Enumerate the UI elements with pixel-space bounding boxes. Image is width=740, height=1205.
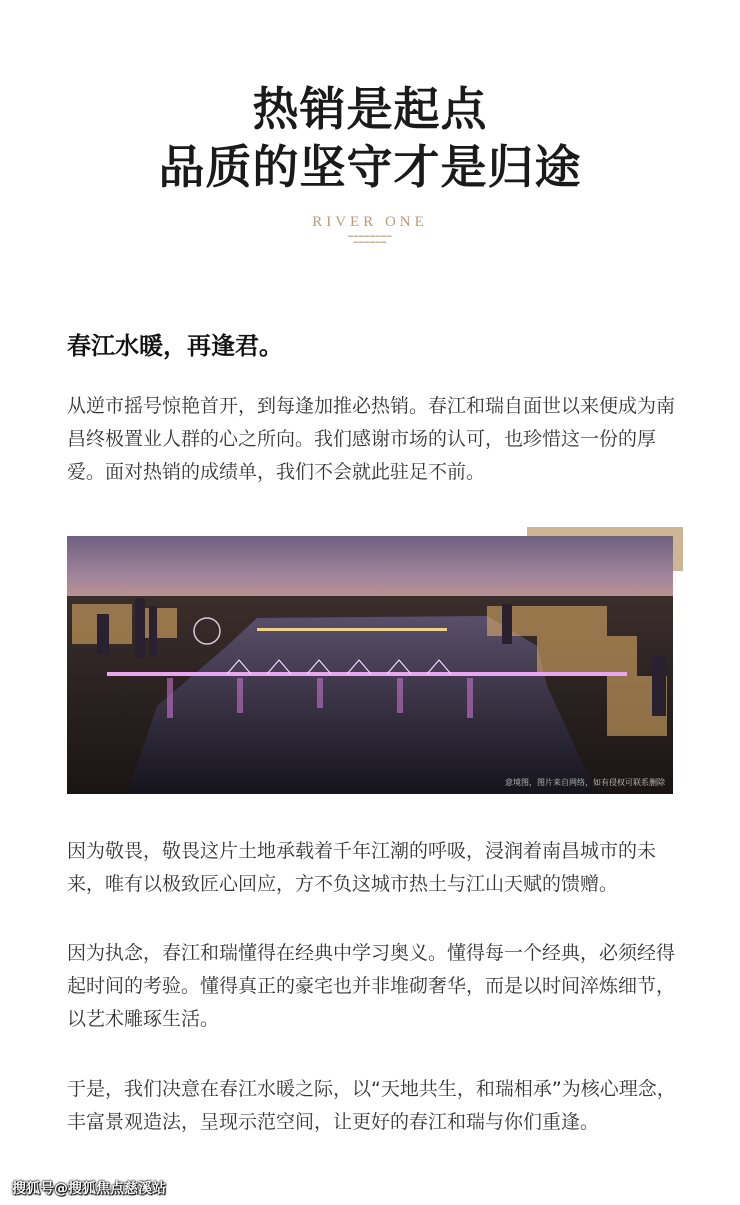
title-line-2: 品质的坚守才是归途: [158, 140, 582, 194]
brand-logo: RIVER ONE: [312, 214, 428, 230]
paragraph-conclusion: 于是，我们决意在春江水暖之际，以“天地共生，和瑞相承”为核心理念，丰富景观造法，呈现示范空间，让更好的春江和瑞与你们重逢。: [67, 1078, 676, 1133]
paragraph-persistence: 因为执念，春江和瑞懂得在经典中学习奥义。懂得每一个经典，必须经得起时间的考验。懂得真正的豪宅也并非堆砌奢华，而是以时间淬炼细节，以艺术雕琢生活。: [67, 942, 676, 1030]
title-line-1: 热销是起点: [252, 82, 488, 136]
source-watermark: 搜狐号@搜狐焦点慈溪站: [12, 1181, 166, 1197]
brand-logo-subtext: ▬▬▬▬▬▬▬▬ ▬▬▬▬▬▬: [348, 233, 392, 245]
paragraph-intro: 从逆市摇号惊艳首开，到每逢加推必热销。春江和瑞自面世以来便成为南昌终极置业人群的心之所向。我们感谢市场的认可，也珍惜这一份的厚爱。面对热销的成绩单，我们不会就此驻足不前。: [67, 395, 676, 483]
paragraph-reverence: 因为敬畏，敬畏这片土地承载着千年江潮的呼吸，浸润着南昌城市的未来，唯有以极致匠心回应，方不负这城市热土与江山天赋的馈赠。: [67, 840, 657, 895]
section-heading: 春江水暖，再逢君。: [67, 332, 283, 360]
city-river-night-photo: [67, 536, 673, 794]
photo-caption: 意境图，图片来自网络，如有侵权可联系删除: [505, 778, 665, 787]
header: [0, 80, 740, 245]
